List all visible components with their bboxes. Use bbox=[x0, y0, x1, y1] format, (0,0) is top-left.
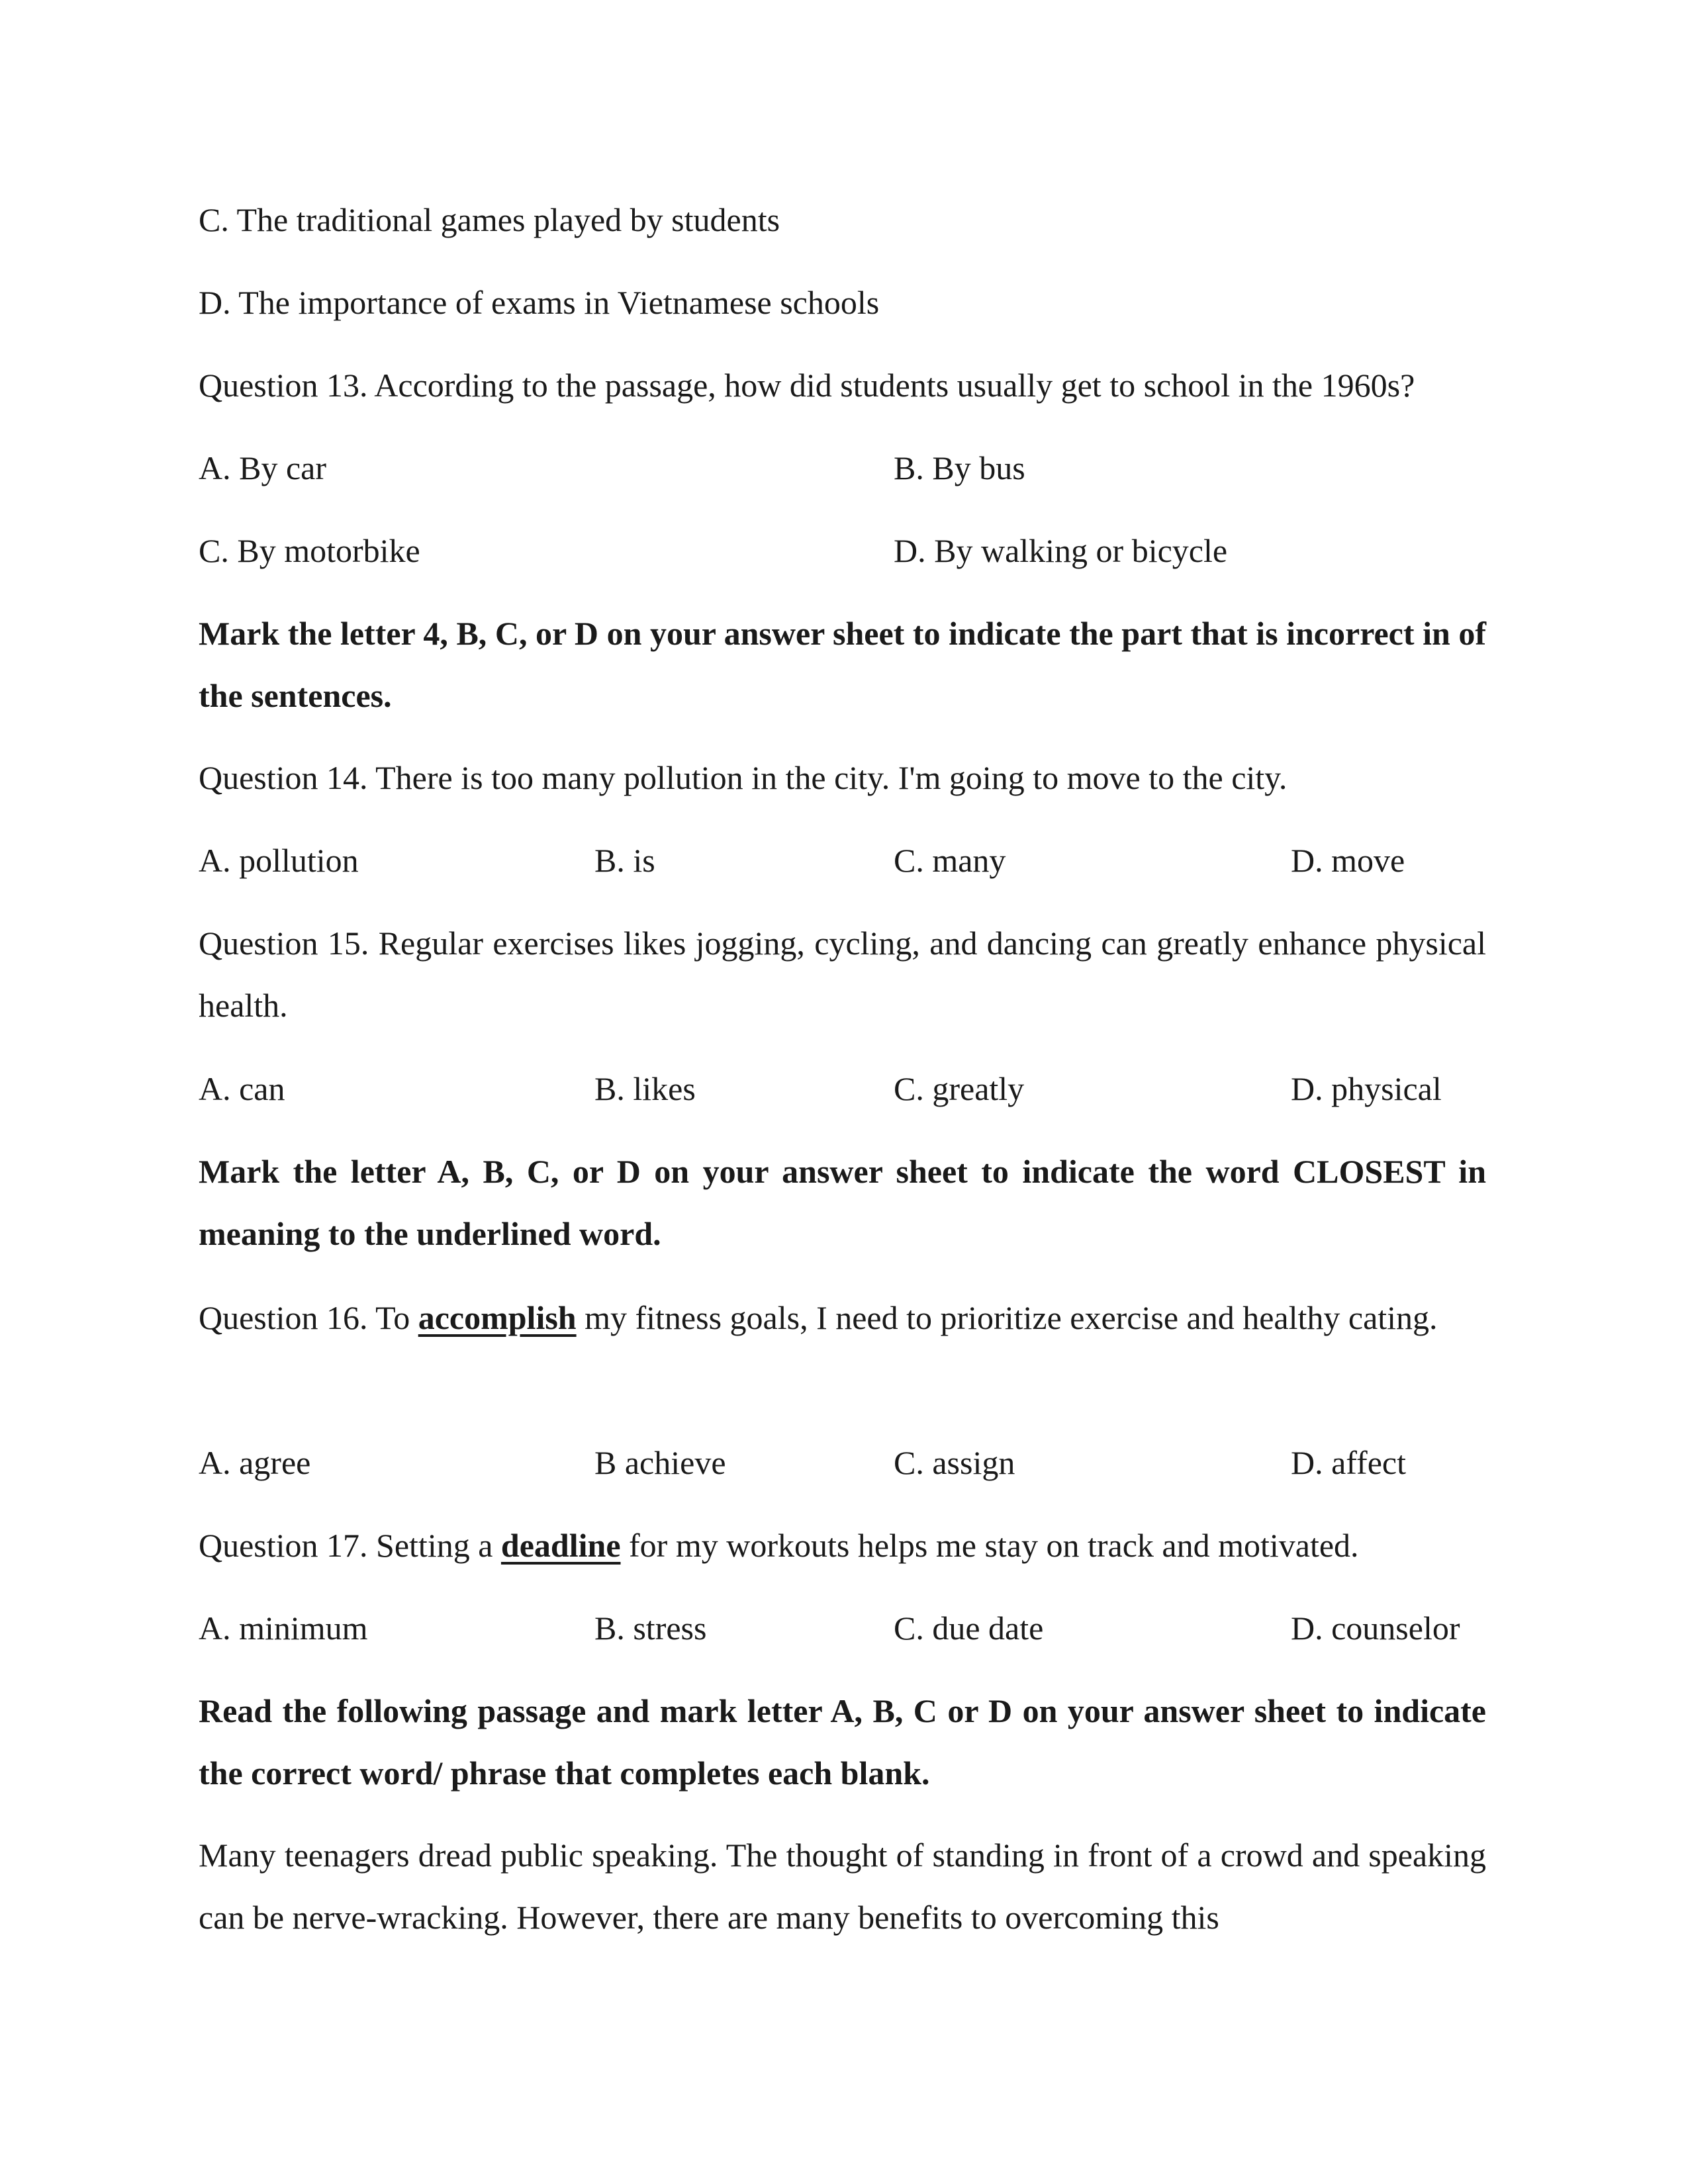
q14-option-c: C. many bbox=[894, 842, 1006, 879]
q17-option-d: D. counselor bbox=[1291, 1610, 1460, 1647]
q16-question-after: my fitness goals, I need to prioritize exercise and healthy cating. bbox=[576, 1299, 1438, 1336]
q17-option-a: A. minimum bbox=[199, 1610, 368, 1647]
q15-option-d: D. physical bbox=[1291, 1070, 1442, 1107]
q13-option-b: B. By bus bbox=[894, 449, 1025, 486]
q13-question: Question 13. According to the passage, how did students usually get to school in the 1960s? bbox=[199, 367, 1415, 404]
q13-option-c: C. By motorbike bbox=[199, 532, 420, 569]
q16-option-d: D. affect bbox=[1291, 1444, 1406, 1481]
q17-underlined-word: deadline bbox=[500, 1527, 621, 1564]
reading-passage: Many teenagers dread public speaking. The thought of standing in front of a crowd and speaking can be nerve-wracking. However, there are many benefits to overcoming this bbox=[199, 1837, 1486, 1936]
q16-option-b: B achieve bbox=[594, 1444, 726, 1481]
q16-underlined-word: accomplish bbox=[418, 1299, 577, 1336]
q16-question bbox=[199, 1287, 1486, 1349]
q17-option-c: C. due date bbox=[894, 1610, 1044, 1647]
section-incorrect-instruction: Mark the letter 4, B, C, or D on your answer sheet to indicate the part that is incorrect in of the sentences. bbox=[199, 615, 1486, 714]
section-passage-instruction: Read the following passage and mark letter A, B, C or D on your answer sheet to indicate the correct word/ phrase that completes each blank. bbox=[199, 1692, 1486, 1792]
q14-question: Question 14. There is too many pollution in the city. I'm going to move to the city. bbox=[199, 759, 1288, 796]
q13-option-d: D. By walking or bicycle bbox=[894, 532, 1228, 569]
q17-option-b: B. stress bbox=[594, 1610, 707, 1647]
q14-option-b: B. is bbox=[594, 842, 655, 879]
q17-question-before: Question 17. Setting a bbox=[199, 1527, 501, 1564]
section-closest-instruction: Mark the letter A, B, C, or D on your answer sheet to indicate the word CLOSEST in meaning to the underlined word. bbox=[199, 1153, 1486, 1252]
q15-question: Question 15. Regular exercises likes jogging, cycling, and dancing can greatly enhance physical health. bbox=[199, 925, 1486, 1024]
q14-option-a: A. pollution bbox=[199, 842, 359, 879]
q15-option-a: A. can bbox=[199, 1070, 285, 1107]
q13-option-a: A. By car bbox=[199, 449, 326, 486]
q15-option-c: C. greatly bbox=[894, 1070, 1025, 1107]
q15-option-b: B. likes bbox=[594, 1070, 696, 1107]
q16-question-before: Question 16. To bbox=[199, 1299, 418, 1336]
q14-option-d: D. move bbox=[1291, 842, 1405, 879]
q17-question-after: for my workouts helps me stay on track and motivated. bbox=[620, 1527, 1359, 1564]
q17-question bbox=[199, 1514, 1486, 1576]
q12-option-d: D. The importance of exams in Vietnamese schools bbox=[199, 284, 880, 321]
q16-option-a: A. agree bbox=[199, 1444, 311, 1481]
q12-option-c: C. The traditional games played by students bbox=[199, 201, 780, 238]
q16-option-c: C. assign bbox=[894, 1444, 1015, 1481]
